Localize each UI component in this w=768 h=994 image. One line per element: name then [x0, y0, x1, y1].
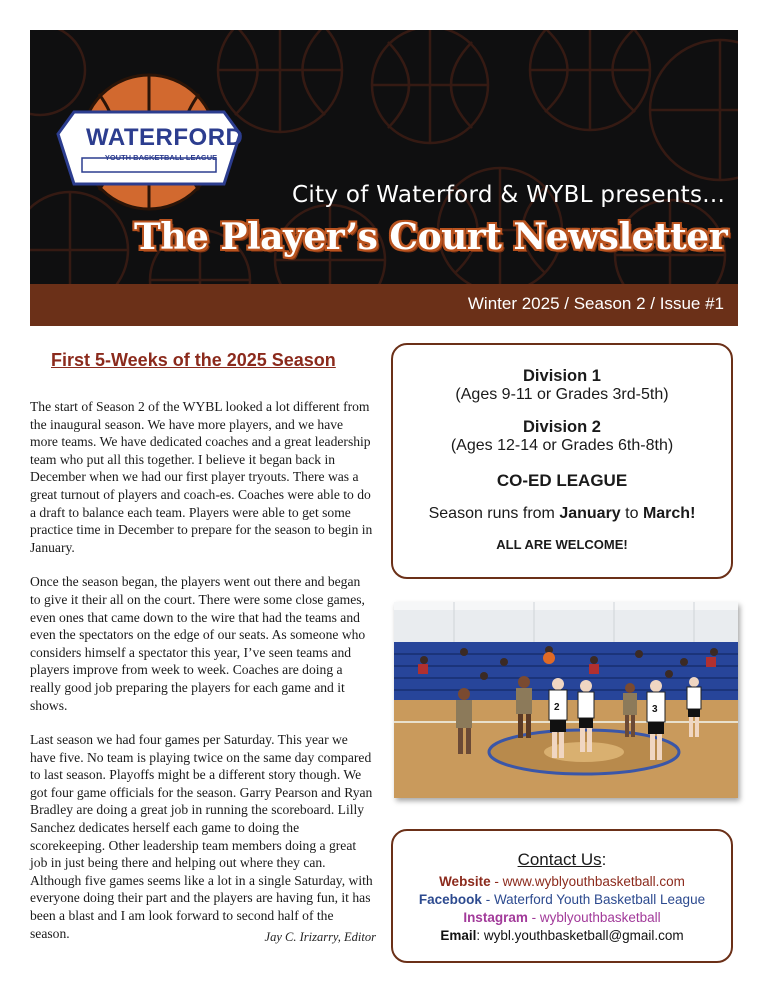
email-label: Email	[440, 928, 477, 943]
contact-instagram	[393, 909, 731, 927]
contact-email	[393, 927, 731, 945]
league-logo	[54, 72, 244, 217]
article-paragraph: The start of Season 2 of the WYBL looked a lot different from the inaugural season. We have more players, and we have more teams. We have dedicated coaches and a great leadership team who put all this together. I believe it began back in December when we had our first player tryouts. There was a great turnout of players and coach-es. Coaches were able to do a draft to balance each team. Players were able to get some practice time in December to prepare for the season to begin in January.	[30, 399, 373, 555]
issue-info: Winter 2025 / Season 2 / Issue #1	[467, 294, 724, 313]
facebook-dash: -	[481, 892, 494, 907]
instagram-dash: -	[527, 910, 540, 925]
season-end: March!	[642, 505, 696, 522]
article-body	[30, 398, 374, 959]
division-2-ages: (Ages 12-14 or Grades 6th-8th)	[450, 437, 674, 454]
season-prefix: Season runs from	[428, 505, 555, 522]
logo-subtitle: YOUTH BASKETBALL LEAGUE	[104, 153, 218, 162]
article-paragraph: Last season we had four games per Saturday. This year we have five. No team is playing twice on the same day compared to last season. Playoffs might be a different story though. We got four game officials for the season. Garry Pearson and Ryan Bradley are doing a great job in running the scoreboard. Lilly Sanchez dedicates herself each game to doing the scorekeeping. Other leadership team members doing a great job in just being there and helping out where they can. Although five games seems like a lot in a single Saturday, with everyone doing their part and the players are having fun, it has been a blast and I am look forward to second half of the season.	[30, 732, 373, 941]
season-mid: to	[625, 505, 639, 522]
contact-heading-text: Contact Us	[517, 850, 602, 869]
contact-heading-colon: :	[601, 850, 607, 869]
facebook-label: Facebook	[418, 892, 482, 907]
welcome-label: ALL ARE WELCOME!	[496, 537, 628, 552]
article-heading: First 5-Weeks of the 2025 Season	[51, 350, 336, 370]
website-dash: -	[490, 874, 503, 889]
jersey-number: 2	[554, 702, 560, 713]
division-1-title: Division 1	[523, 367, 601, 385]
game-photo	[394, 602, 738, 798]
jersey-number: 3	[652, 704, 658, 715]
facebook-link[interactable]: Waterford Youth Basketball League	[493, 892, 706, 907]
logo-name: WATERFORD	[86, 124, 244, 151]
masthead-banner	[30, 30, 738, 326]
season-dates	[393, 505, 731, 523]
coed-label: CO-ED LEAGUE	[496, 471, 628, 490]
email-link[interactable]: wybl.youthbasketball@gmail.com	[483, 928, 684, 943]
article-author: Jay C. Irizarry, Editor	[264, 930, 376, 944]
division-1-ages: (Ages 9-11 or Grades 3rd-5th)	[455, 386, 669, 403]
article-paragraph: Once the season began, the players went out there and began to give it their all on the court. There were some close games, even ones that came down to the wire that had the teams and even the spectators on the edge of our seats. As someone who considers himself a spectator this year, I’ve seen teams and players improve from week to week. Coaches are doing a really good job preparing the players for each game and it shows.	[30, 574, 366, 713]
newsletter-title: The Player’s Court Newsletter	[134, 216, 728, 258]
division-2-title: Division 2	[523, 418, 601, 436]
email-separator: :	[476, 928, 484, 943]
season-start: January	[559, 505, 621, 522]
basketball-game-image	[394, 602, 738, 798]
instagram-link[interactable]: wyblyouthbasketball	[539, 910, 661, 925]
presents-line: City of Waterford & WYBL presents...	[292, 182, 726, 208]
divisions-box	[391, 343, 733, 579]
contact-website	[393, 873, 731, 891]
website-link[interactable]: www.wyblyouthbasketball.com	[502, 874, 685, 889]
contact-heading	[393, 851, 731, 869]
website-label: Website	[439, 874, 491, 889]
instagram-label: Instagram	[463, 910, 528, 925]
contact-box	[391, 829, 733, 963]
contact-facebook	[393, 891, 731, 909]
